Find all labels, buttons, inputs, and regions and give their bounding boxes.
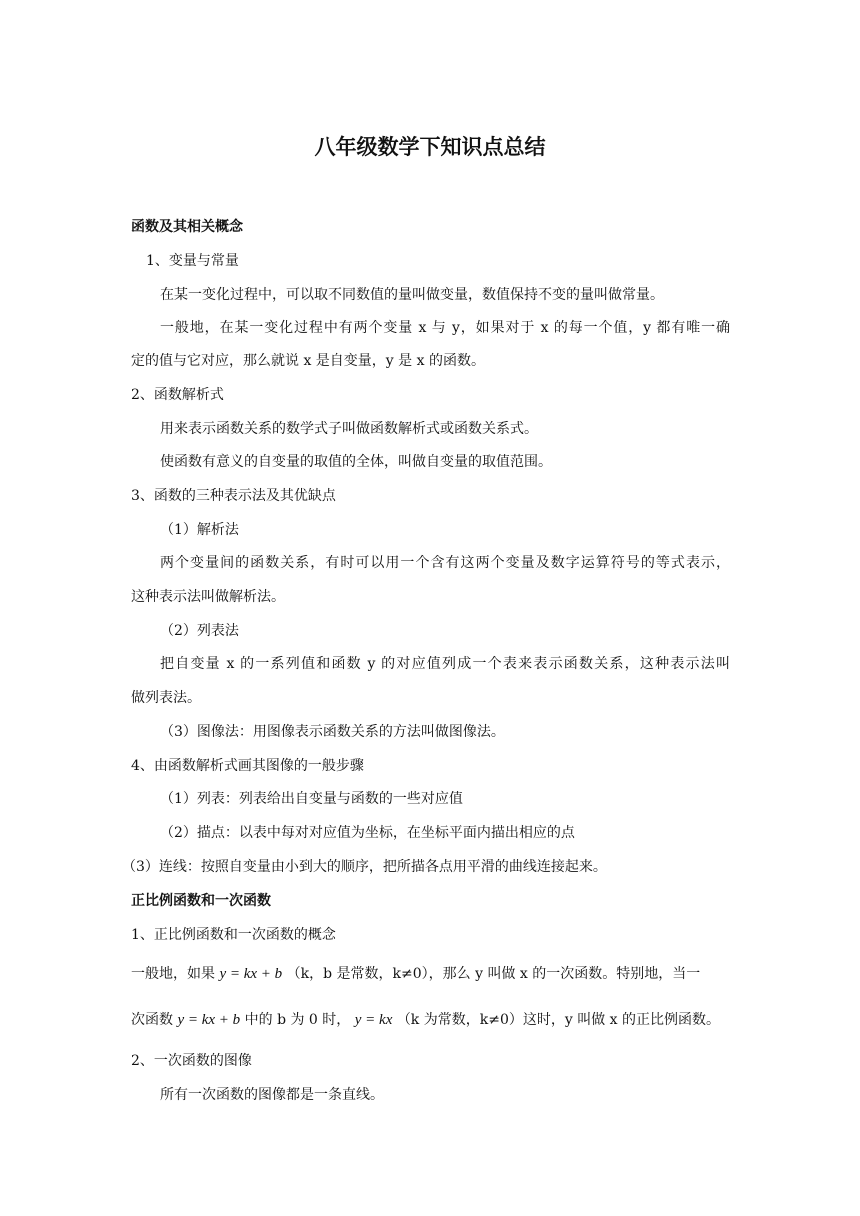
paragraph: 所有一次函数的图像都是一条直线。 — [160, 1087, 384, 1103]
text-run: （k，b 是常数，k≠0），那么 y 叫做 x 的一次函数。特别地，当一 — [286, 966, 701, 982]
subheading-graph-steps: 4、由函数解析式画其图像的一般步骤 — [131, 758, 364, 774]
formula: y = kx — [354, 1012, 393, 1028]
paragraph: 把自变量 x 的一系列值和函数 y 的对应值列成一个表来表示函数关系，这种表示法叫 — [160, 656, 730, 672]
subheading-linear-concept: 1、正比例函数和一次函数的概念 — [131, 927, 336, 943]
page-title: 八年级数学下知识点总结 — [314, 135, 546, 159]
list-item: （1）列表：列表给出自变量与函数的一些对应值 — [160, 791, 463, 807]
text-run: 一般地，如果 — [131, 966, 215, 982]
subheading-expression: 2、函数解析式 — [131, 387, 224, 403]
paragraph: 用来表示函数关系的数学式子叫做函数解析式或函数关系式。 — [160, 421, 538, 437]
paragraph: 定的值与它对应，那么就说 x 是自变量，y 是 x 的函数。 — [131, 353, 485, 369]
paragraph: 做列表法。 — [131, 690, 201, 706]
paragraph-with-formula — [131, 1010, 720, 1030]
list-item-heading: （3）图像法：用图像表示函数关系的方法叫做图像法。 — [160, 724, 505, 740]
paragraph: 一般地，在某一变化过程中有两个变量 x 与 y，如果对于 x 的每一个值，y 都有唯一确 — [160, 320, 730, 336]
subheading-representations: 3、函数的三种表示法及其优缺点 — [131, 488, 336, 504]
paragraph-with-formula — [131, 964, 700, 984]
subheading-linear-graph: 2、一次函数的图像 — [131, 1053, 252, 1069]
text-run: 中的 b 为 0 时， — [244, 1012, 351, 1028]
section-heading-linear: 正比例函数和一次函数 — [131, 893, 271, 909]
list-item: （2）描点：以表中每对对应值为坐标，在坐标平面内描出相应的点 — [160, 825, 575, 841]
text-run: （k 为常数，k≠0）这时，y 叫做 x 的正比例函数。 — [396, 1012, 721, 1028]
text-run: 次函数 — [131, 1012, 173, 1028]
subheading-variables: 1、变量与常量 — [146, 253, 239, 269]
paragraph: 在某一变化过程中，可以取不同数值的量叫做变量，数值保持不变的量叫做常量。 — [160, 287, 664, 303]
list-item-heading: （2）列表法 — [160, 623, 239, 639]
paragraph: 两个变量间的函数关系，有时可以用一个含有这两个变量及数字运算符号的等式表示， — [160, 555, 730, 571]
section-heading-functions: 函数及其相关概念 — [131, 219, 243, 235]
paragraph: 使函数有意义的自变量的取值的全体，叫做自变量的取值范围。 — [160, 454, 552, 470]
paragraph: 这种表示法叫做解析法。 — [131, 589, 285, 605]
list-item-heading: （1）解析法 — [160, 522, 239, 538]
formula: y = kx + b — [177, 1012, 241, 1028]
formula: y = kx + b — [219, 966, 283, 982]
list-item: （3）连线：按照自变量由小到大的顺序，把所描各点用平滑的曲线连接起来。 — [122, 859, 607, 875]
